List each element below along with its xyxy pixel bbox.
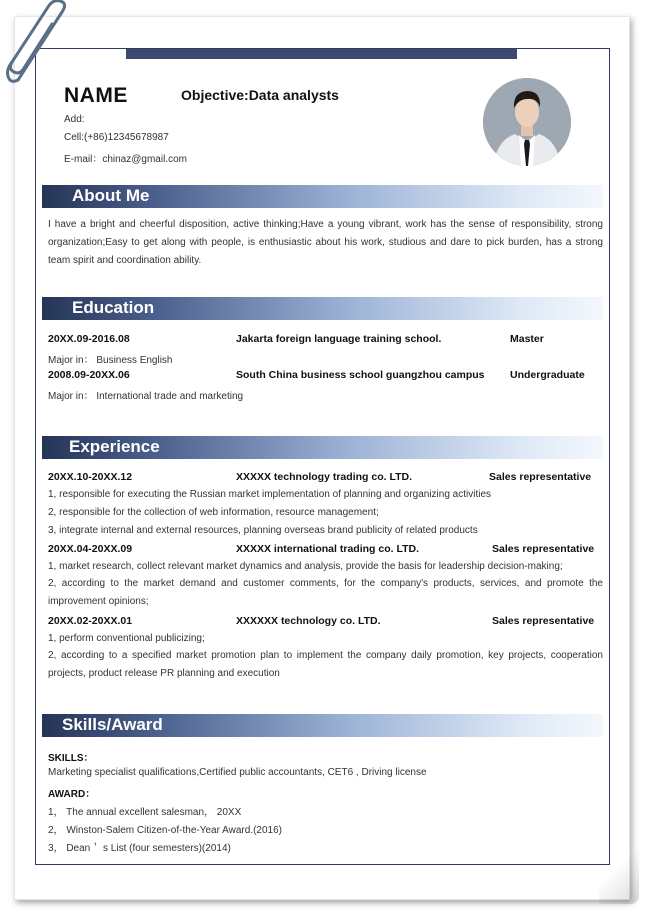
education-degree: Master	[510, 333, 544, 345]
award-item: 2， Winston-Salem Citizen-of-the-Year Award.(2016)	[48, 825, 282, 836]
about-text: I have a bright and cheerful disposition, active thinking;Have a young vibrant, work has the sense of responsibility, strong organization;Easy to get along with people, is enthusiastic about his work, studious and dare to pick burden, has a strong team spirit and coordination ability.	[48, 219, 603, 266]
job-company: XXXXXX technology co. LTD.	[236, 615, 381, 627]
award-item: 3， Dean＇ s List (four semesters)(2014)	[48, 843, 231, 854]
section-header-skills	[42, 714, 603, 737]
skills-label: SKILLS：	[48, 753, 94, 764]
email: E-mail：chinaz@gmail.com	[64, 154, 187, 165]
section-header-about	[42, 185, 603, 208]
job-role: Sales representative	[492, 615, 595, 627]
job-role: Sales representative	[489, 471, 592, 483]
job-role: Sales representative	[492, 543, 595, 555]
section-title-education: Education	[72, 298, 155, 317]
person-portrait-icon	[483, 78, 571, 166]
section-title-about: About Me	[72, 186, 150, 205]
address: Add:	[64, 114, 85, 125]
job-duty: 3, integrate internal and external resources, planning overseas brand publicity of related products	[48, 525, 478, 536]
paperclip-icon	[4, 0, 76, 90]
section-title-skills: Skills/Award	[62, 715, 163, 734]
education-school: Jakarta foreign language training school.	[236, 333, 442, 345]
objective: Objective:Data analysts	[181, 87, 339, 103]
profile-photo	[483, 78, 571, 166]
education-date: 2008.09-20XX.06	[48, 369, 130, 381]
job-date: 20XX.04-20XX.09	[48, 543, 133, 555]
job-duty: 2, according to a specified market promotion plan to implement the company daily promotion, key projects, cooperation projects, product release PR planning and execution	[48, 650, 603, 679]
education-major: Major in： International trade and marketing	[48, 391, 244, 402]
job-duty: 1, responsible for executing the Russian market implementation of planning and organizing activities	[48, 489, 492, 500]
job-company: XXXXX technology trading co. LTD.	[236, 471, 412, 483]
section-title-experience: Experience	[69, 437, 160, 456]
job-date: 20XX.10-20XX.12	[48, 471, 133, 483]
job-duty: 1, market research, collect relevant market dynamics and analysis, provide the basis for leadership decision-making;	[48, 561, 563, 572]
skills-text: Marketing specialist qualifications,Certified public accountants, CET6 , Driving license	[48, 767, 427, 778]
award-item: 1， The annual excellent salesman， 20XX	[48, 807, 242, 818]
award-label: AWARD：	[48, 789, 96, 800]
job-duty: 2, according to the market demand and customer comments, for the company's products, services, and promote the improvement opinions;	[48, 578, 603, 607]
education-major: Major in： Business English	[48, 355, 173, 366]
phone: Cell:(+86)12345678987	[64, 132, 169, 143]
header-accent-bar	[126, 49, 517, 59]
job-company: XXXXX international trading co. LTD.	[236, 543, 419, 555]
education-date: 20XX.09-2016.08	[48, 333, 130, 345]
education-degree: Undergraduate	[510, 369, 585, 381]
education-school: South China business school guangzhou campus	[236, 369, 485, 381]
job-date: 20XX.02-20XX.01	[48, 615, 133, 627]
section-header-education	[42, 297, 603, 320]
job-duty: 1, perform conventional publicizing;	[48, 633, 205, 644]
job-duty: 2, responsible for the collection of web information, resource management;	[48, 507, 379, 518]
candidate-name: NAME	[64, 84, 128, 107]
section-header-experience	[42, 436, 603, 459]
